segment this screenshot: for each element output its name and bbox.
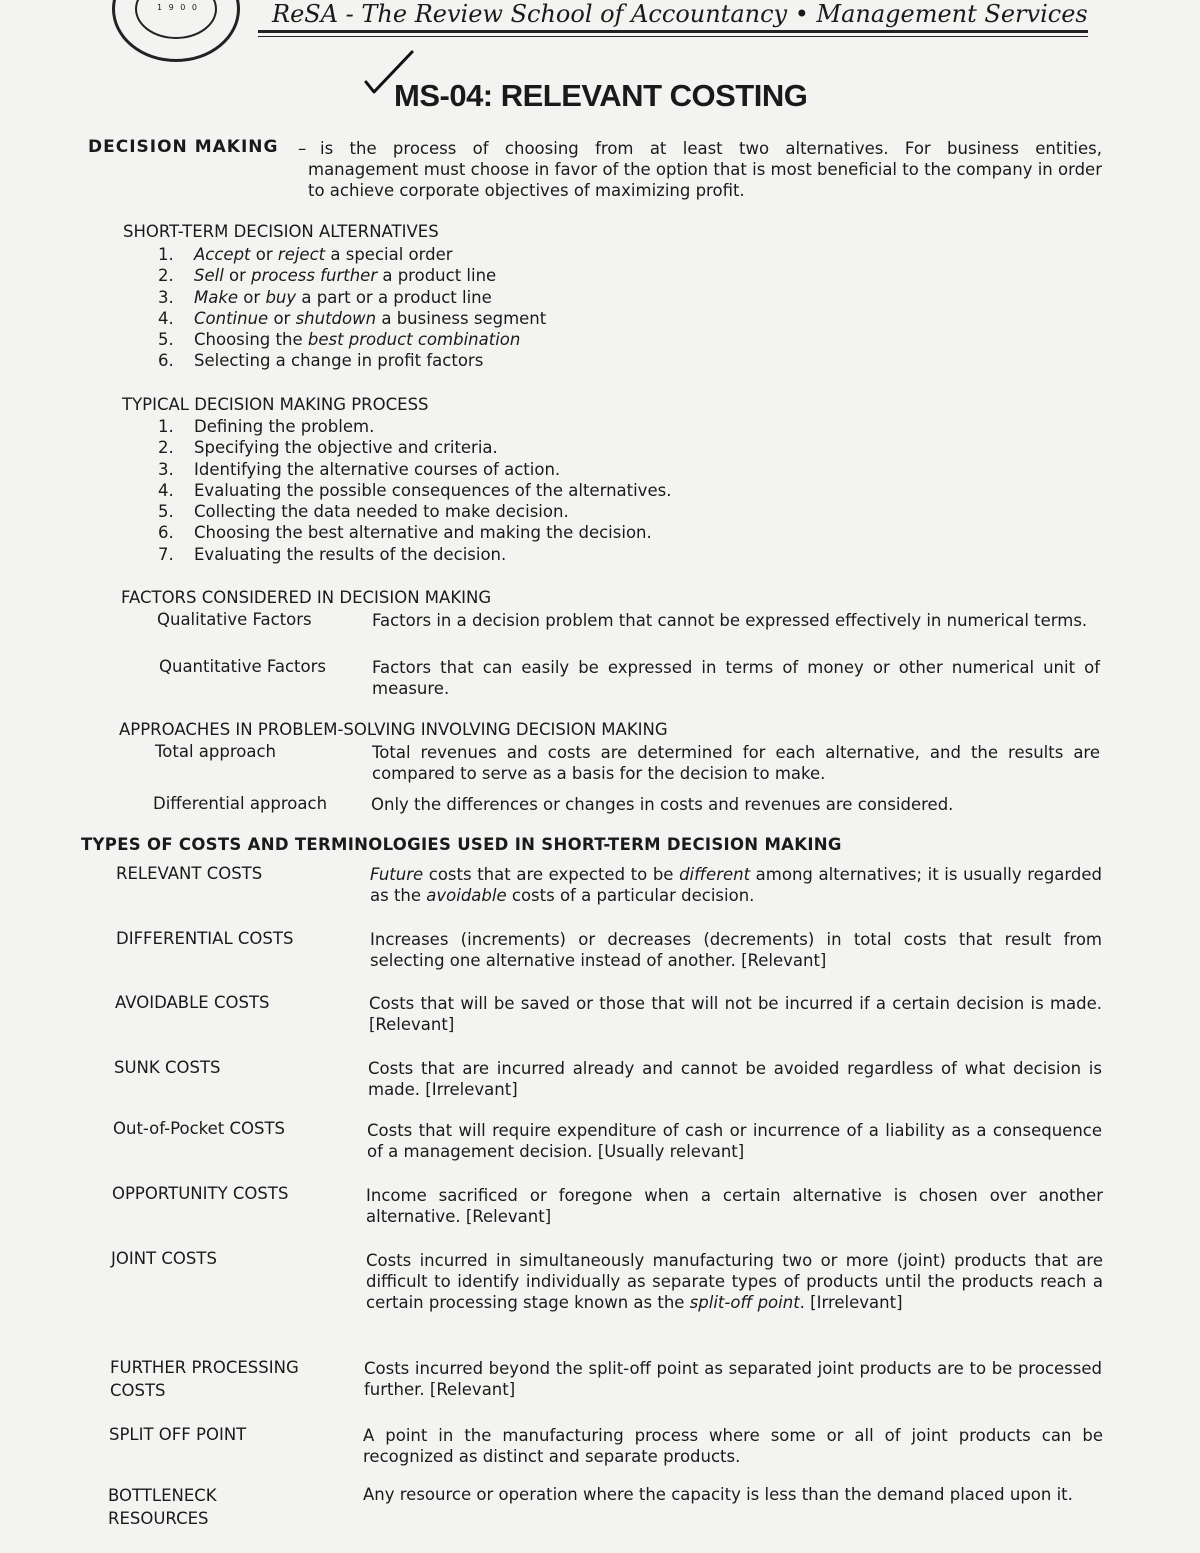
intro-dash: –: [298, 139, 307, 158]
cost-term-description: Any resource or operation where the capacity is less than the demand placed upon it.: [363, 1485, 1073, 1504]
factor-label: Quantitative Factors: [159, 657, 326, 676]
list-item: 1. Defining the problem.: [158, 417, 375, 436]
list-item: 2. Sell or process further a product line: [158, 266, 497, 286]
list-item: 3. Identifying the alternative courses of action.: [158, 459, 561, 479]
list-item: 1. Accept or reject a special order: [158, 245, 453, 264]
approach-description: Total revenues and costs are determined for each alternative, and the results are compared to serve as a basis for the decision to make.: [372, 743, 1100, 783]
cost-term-description: Increases (increments) or decreases (decrements) in total costs that result from selecting one alternative instead of another. [Relevant]: [370, 930, 1102, 970]
cost-term-description: Costs incurred in simultaneously manufacturing two or more (joint) products that are difficult to identify individually as separate types of products until the products reach a certain processing stage known as the split-off point. [Irrelevant]: [366, 1251, 1103, 1312]
list-item: 6. Choosing the best alternative and making the decision.: [158, 523, 652, 543]
list-item: 3. Make or buy a part or a product line: [158, 287, 492, 307]
cost-term-description: Costs incurred beyond the split-off point as separated joint products are to be processed further. [Relevant]: [364, 1359, 1102, 1399]
approach-label: Differential approach: [153, 794, 328, 813]
list-item: 6. Selecting a change in profit factors: [158, 351, 484, 371]
approaches-heading: APPROACHES IN PROBLEM-SOLVING INVOLVING DECISION MAKING: [119, 720, 668, 739]
cost-term-description: Future costs that are expected to be different among alternatives; it is usually regarded as the avoidable costs of a particular decision.: [370, 865, 1102, 905]
cost-term-description: Costs that will be saved or those that will not be incurred if a certain decision is made. [Relevant]: [369, 994, 1102, 1034]
cost-term-description: Income sacrificed or foregone when a certain alternative is chosen over another alternative. [Relevant]: [366, 1186, 1103, 1226]
list-item: 7. Evaluating the results of the decision.: [158, 544, 507, 564]
cost-term-label: OPPORTUNITY COSTS: [112, 1184, 289, 1203]
logo-text: [137, 0, 215, 1]
short-term-list: [158, 244, 546, 372]
list-item: 4. Continue or shutdown a business segment: [158, 308, 547, 328]
short-term-heading: SHORT-TERM DECISION ALTERNATIVES: [123, 222, 439, 241]
header-rule: [258, 30, 1088, 33]
cost-term-label: SPLIT OFF POINT: [109, 1425, 247, 1444]
factors-heading: FACTORS CONSIDERED IN DECISION MAKING: [121, 588, 492, 607]
intro-first-line: is the process of choosing from at least two alternatives. For business entities,: [320, 139, 1102, 158]
approach-description: Only the differences or changes in costs and revenues are considered.: [371, 795, 954, 814]
cost-term-description: A point in the manufacturing process where some or all of joint products can be recognized as distinct and separate products.: [363, 1426, 1103, 1466]
logo-subtext: 1 9 0 0: [157, 3, 199, 12]
list-item: 2. Specifying the objective and criteria.: [158, 438, 498, 458]
factor-description: Factors that can easily be expressed in terms of money or other numerical unit of measure.: [372, 658, 1100, 698]
header-rule-thin: [258, 36, 1088, 37]
list-item: 4. Evaluating the possible consequences of the alternatives.: [158, 480, 672, 500]
cost-term-label: JOINT COSTS: [111, 1249, 217, 1268]
approach-label: Total approach: [155, 742, 276, 761]
cost-term-label: Out-of-Pocket COSTS: [113, 1119, 286, 1138]
factor-label: Qualitative Factors: [157, 610, 312, 629]
school-header: ReSA - The Review School of Accountancy • Management Services: [272, 0, 1088, 28]
cost-term-label: FURTHER PROCESSING COSTS: [110, 1358, 299, 1400]
intro-definition: management must choose in favor of the option that is most beneficial to the company in order to achieve corporate objectives of maximizing profit.: [308, 160, 1102, 200]
factor-description: Factors in a decision problem that cannot be expressed effectively in numerical terms.: [372, 611, 1088, 630]
cost-term-description: Costs that will require expenditure of cash or incurrence of a liability as a consequence of a management decision. [Usually relevant]: [367, 1121, 1102, 1161]
resa-logo: [112, 0, 240, 62]
cost-term-label: DIFFERENTIAL COSTS: [116, 929, 294, 948]
cost-term-label: AVOIDABLE COSTS: [115, 993, 270, 1012]
list-item: 5. Choosing the best product combination: [158, 330, 521, 350]
types-heading: TYPES OF COSTS AND TERMINOLOGIES USED IN SHORT-TERM DECISION MAKING: [81, 835, 842, 854]
cost-term-description: Costs that are incurred already and cannot be avoided regardless of what decision is made. [Irrelevant]: [368, 1059, 1102, 1099]
page-title: MS-04: RELEVANT COSTING: [394, 78, 808, 113]
decision-making-term: DECISION MAKING: [88, 137, 279, 157]
cost-term-label: BOTTLENECK RESOURCES: [108, 1486, 217, 1528]
process-heading: TYPICAL DECISION MAKING PROCESS: [122, 395, 429, 414]
cost-term-label: SUNK COSTS: [114, 1058, 221, 1077]
list-item: 5. Collecting the data needed to make decision.: [158, 502, 569, 522]
process-list: [158, 416, 671, 565]
cost-term-label: RELEVANT COSTS: [116, 864, 263, 883]
